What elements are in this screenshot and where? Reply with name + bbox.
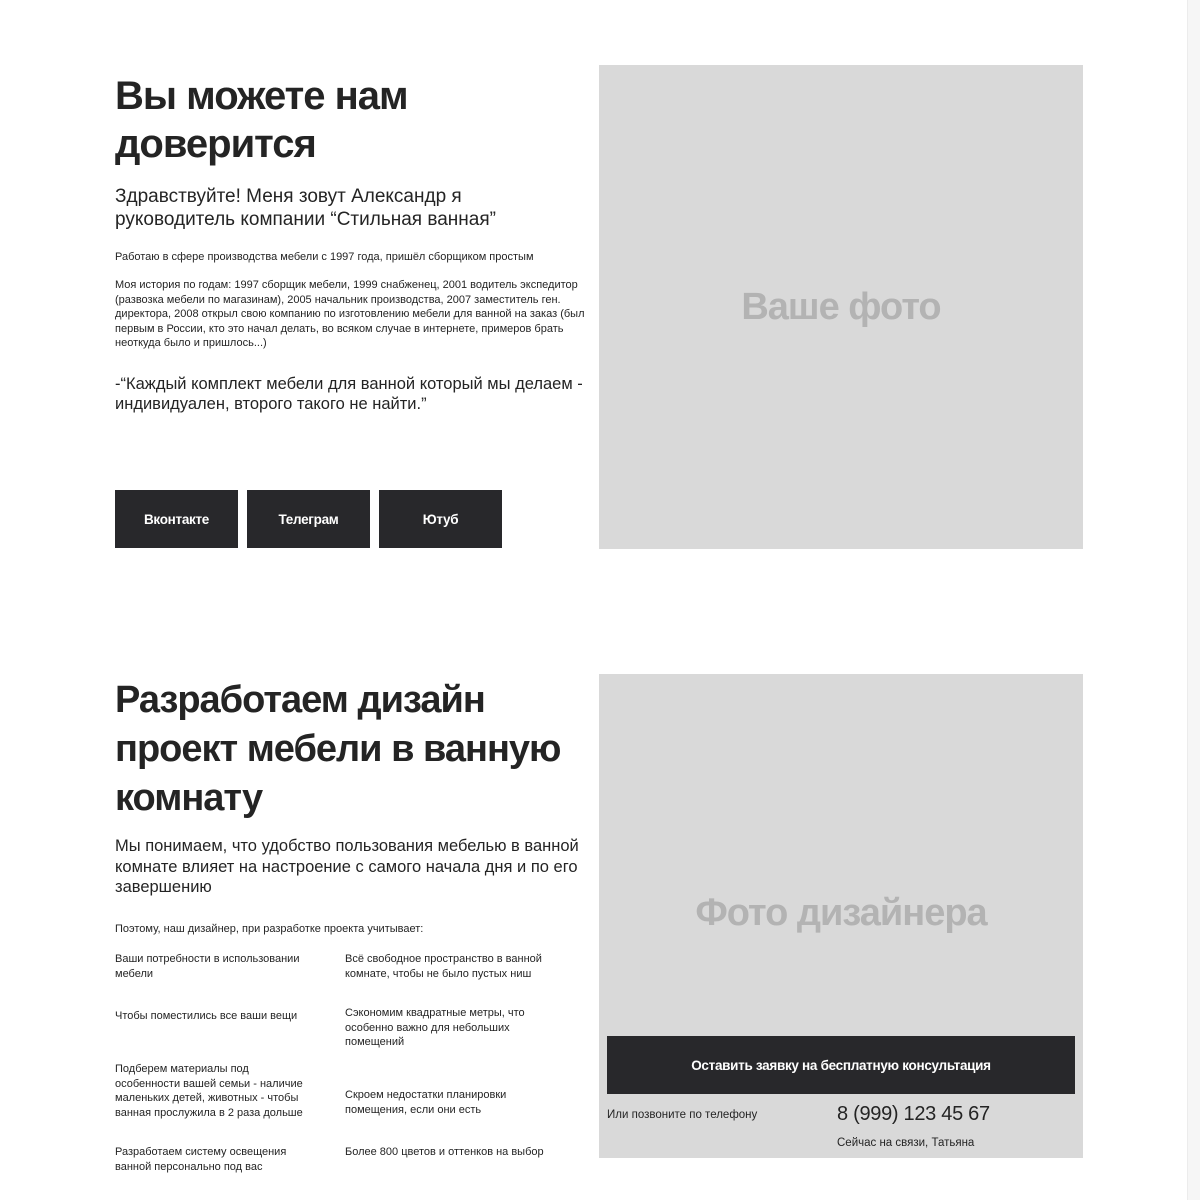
design-subtitle: Мы понимаем, что удобство пользования мебелью в ванной комнате влияет на настроение с самого начала дня и по его завершению	[115, 837, 579, 896]
free-consultation-button[interactable]: Оставить заявку на бесплатную консультация	[607, 1036, 1075, 1094]
youtube-button[interactable]: Ютуб	[379, 490, 502, 548]
owner-photo-label: Ваше фото	[741, 285, 941, 328]
social-buttons	[115, 490, 502, 548]
owner-photo-placeholder	[599, 65, 1083, 549]
call-label: Или позвоните по телефону	[607, 1109, 758, 1121]
about-paragraph-history: Моя история по годам: 1997 сборщик мебели, 1999 снабженец, 2001 водитель экспедитор (развозка мебели по магазинам), 2005 начальник производства, 2007 заместитель ген. директора, 2008 открыл свою компанию по изготовлению мебели для ванной на заказ (был первым в России, кто это начал делать, во всяком случае в интернете, примеров брать неоткуда было и пришлось...)	[115, 279, 585, 349]
about-paragraph-experience: Работаю в сфере производства мебели с 1997 года, пришёл сборщиком простым	[115, 251, 534, 263]
feature-item: Чтобы поместились все ваши вещи	[115, 1010, 298, 1022]
online-status: Сейчас на связи, Татьяна	[837, 1137, 975, 1149]
feature-item: Ваши потребности в использовании мебели	[115, 953, 300, 980]
feature-item: Сэкономим квадратные метры, что особенно важно для небольших помещений	[345, 1007, 525, 1048]
designer-photo-panel	[599, 674, 1083, 1158]
feature-item: Подберем материалы под особенности вашей семьи - наличие маленьких детей, животных - чтобы ванная прослужила в 2 раза дольше	[115, 1063, 303, 1119]
design-title: Разработаем дизайн проект мебели в ванную комнату	[115, 679, 561, 819]
about-title: Вы можете нам доверится	[115, 74, 408, 166]
feature-item: Более 800 цветов и оттенков на выбор	[345, 1146, 544, 1158]
about-quote: -“Каждый комплект мебели для ванной который мы делаем - индивидуален, второго такого не найти.”	[115, 375, 583, 413]
page-scrollbar[interactable]	[1187, 0, 1200, 1200]
feature-item: Разработаем систему освещения ванной персонально под вас	[115, 1146, 287, 1173]
designer-photo-label: Фото дизайнера	[695, 892, 987, 934]
telegram-button[interactable]: Телеграм	[247, 490, 370, 548]
design-intro: Поэтому, наш дизайнер, при разработке проекта учитывает:	[115, 923, 424, 935]
about-subtitle: Здравствуйте! Меня зовут Александр я руководитель компании “Стильная ванная”	[115, 186, 496, 230]
feature-item: Всё свободное пространство в ванной комнате, чтобы не было пустых ниш	[345, 953, 542, 980]
phone-number-link[interactable]: 8 (999) 123 45 67	[837, 1103, 990, 1125]
vkontakte-button[interactable]: Вконтакте	[115, 490, 238, 548]
feature-item: Скроем недостатки планировки помещения, если они есть	[345, 1089, 507, 1116]
